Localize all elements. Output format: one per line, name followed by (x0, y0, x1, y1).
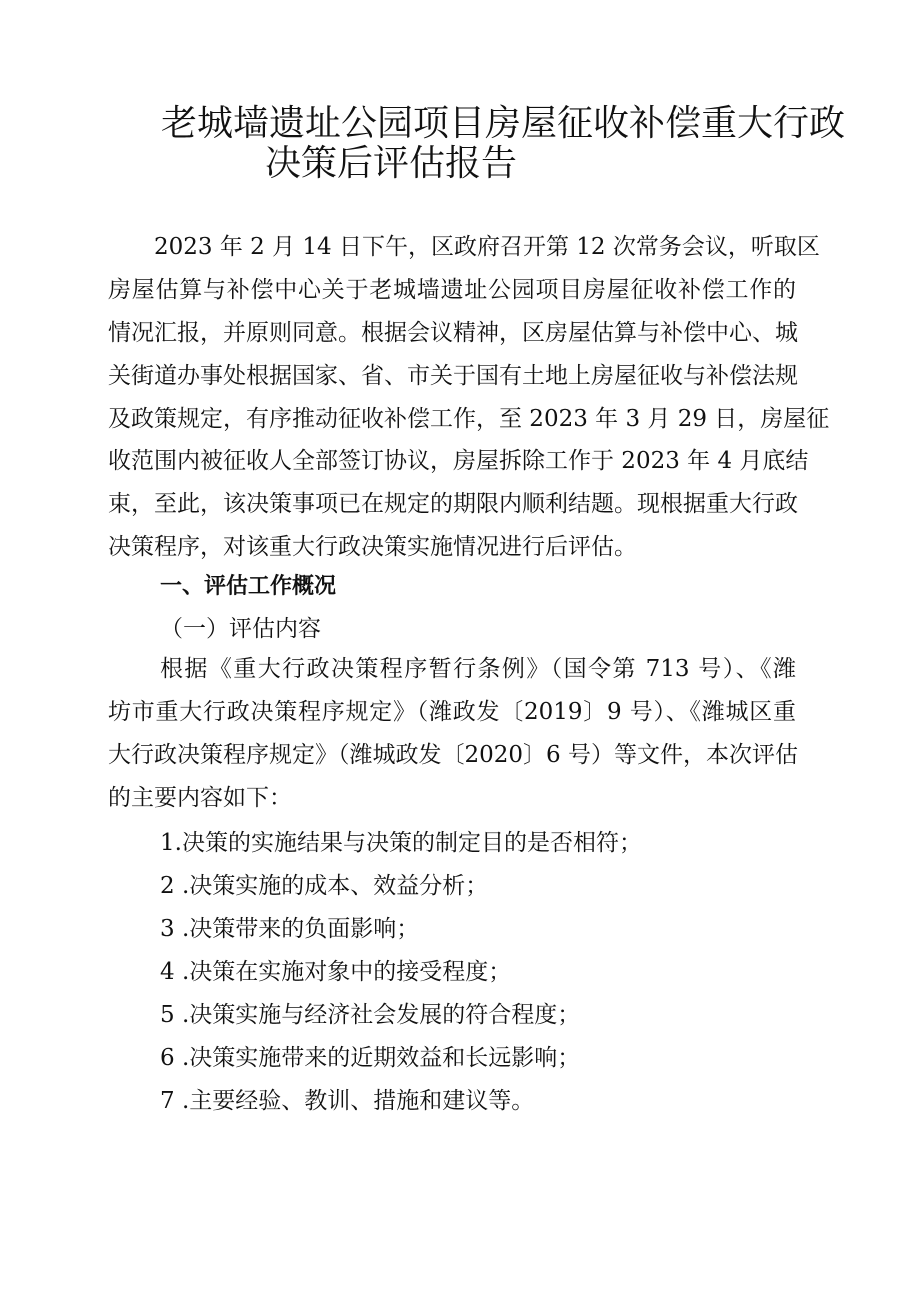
document-title-line-1: 老城墙遗址公园项目房屋征收补偿重大行政 (161, 103, 846, 144)
subsection-heading: （一）评估内容 (160, 616, 321, 642)
document-title-line-2: 决策后评估报告 (265, 143, 518, 184)
intro-line-5: 及政策规定，有序推动征收补偿工作，至 2023 年 3 月 29 日，房屋征 (108, 405, 830, 432)
intro-line-6: 收范围内被征收人全部签订协议，房屋拆除工作于 2023 年 4 月底结 (108, 448, 809, 475)
basis-line-1: 根据《重大行政决策程序暂行条例》（国令第 713 号）、《潍 (160, 656, 796, 682)
basis-paragraph (108, 648, 796, 820)
list-item: 2 .决策实施的成本、效益分析； (160, 873, 489, 899)
basis-line-4: 的主要内容如下： (108, 784, 292, 811)
intro-line-7: 束，至此，该决策事项已在规定的期限内顺利结题。现根据重大行政 (108, 491, 798, 518)
list-item: 6 .决策实施带来的近期效益和长远影响； (160, 1045, 581, 1071)
list-item: 5 .决策实施与经济社会发展的符合程度； (160, 1002, 581, 1028)
intro-line-1: 2023 年 2 月 14 日下午，区政府召开第 12 次常务会议，听取区 (154, 234, 820, 260)
list-item: 7 .主要经验、教训、措施和建议等。 (160, 1088, 535, 1114)
intro-line-8: 决策程序，对该重大行政决策实施情况进行后评估。 (108, 534, 637, 561)
list-item: 4 .决策在实施对象中的接受程度； (160, 959, 512, 985)
list-item: 1.决策的实施结果与决策的制定目的是否相符； (160, 830, 642, 856)
intro-line-2: 房屋估算与补偿中心关于老城墙遗址公园项目房屋征收补偿工作的 (108, 276, 796, 303)
basis-line-3: 大行政决策程序规定》（潍城政发〔2020〕6 号）等文件，本次评估 (108, 741, 798, 768)
intro-line-3: 情况汇报，并原则同意。根据会议精神，区房屋估算与补偿中心、城 (108, 319, 798, 346)
intro-line-4: 关街道办事处根据国家、省、市关于国有土地上房屋征收与补偿法规 (108, 362, 798, 389)
list-item: 3 .决策带来的负面影响； (160, 916, 420, 942)
section-heading: 一、评估工作概况 (160, 574, 337, 599)
intro-paragraph (108, 226, 830, 569)
basis-line-2: 坊市重大行政决策程序规定》（潍政发〔2019〕9 号）、《潍城区重 (108, 698, 796, 725)
